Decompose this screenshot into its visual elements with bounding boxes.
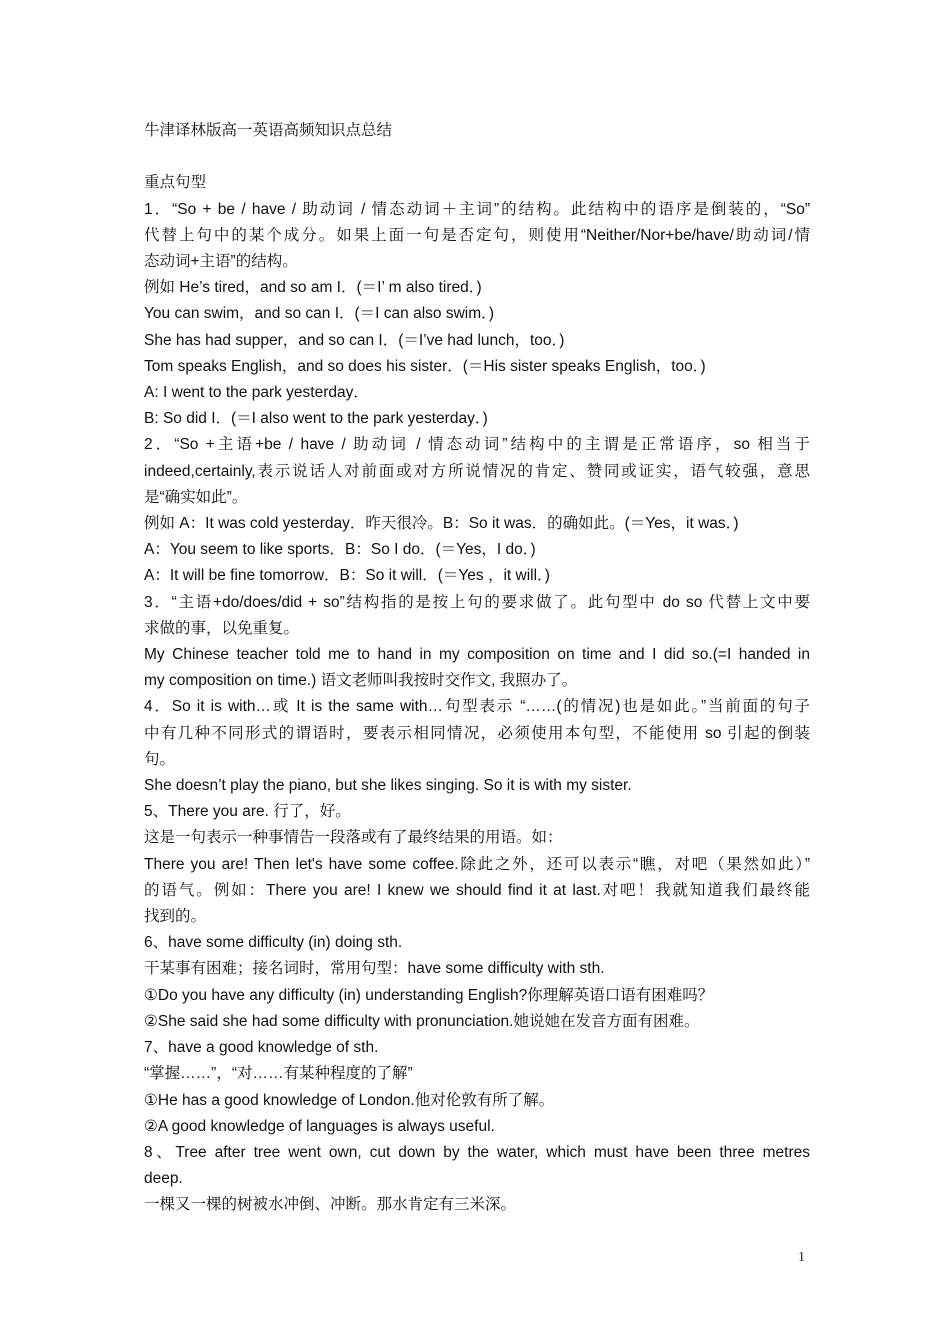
paragraph-line: 求做的事，以免重复。 [144,619,300,637]
paragraph-line: 8、Tree after tree went own, cut down by the water, which must have been three metres [144,1143,810,1161]
example-line: Tom speaks English，and so does his sister．(＝His sister speaks English，too．) [144,357,706,375]
page-number: 1 [798,1250,805,1265]
example-line: ②She said she had some difficulty with pronunciation.她说她在发音方面有困难。 [144,1012,700,1030]
example-line: My Chinese teacher told me to hand in my composition on time and I did so.(=I handed in [144,646,810,664]
paragraph-line: “掌握……”，“对……有某种程度的了解” [144,1065,413,1083]
example-line: She has had supper，and so can I．(＝I’ve had lunch，too．) [144,331,565,349]
example-line: A：You seem to like sports．B：So I do．(＝Yes，I do．) [144,541,536,559]
example-line: 例如 He’s tired，and so am I．(＝I’ m also tired．) [144,279,482,297]
paragraph-line: 7、have a good knowledge of sth. [144,1039,379,1057]
document-page [144,118,810,1219]
section-heading: 重点句型 [144,174,207,192]
example-line: There you are! Then let's have some coffee.除此之外，还可以表示“瞧，对吧（果然如此）” [144,855,810,873]
example-line: You can swim，and so can I．(＝I can also swim．) [144,305,495,323]
example-line: ②A good knowledge of languages is always useful. [144,1117,495,1135]
paragraph-line: 3．“主语+do/does/did + so”结构指的是按上句的要求做了。此句型中 do so 代替上文中要 [144,593,810,611]
paragraph-line: 句。 [144,750,176,768]
example-line: She doesn’t play the piano, but she likes singing. So it is with my sister. [144,777,632,795]
paragraph-line: 6、have some difficulty (in) doing sth. [144,934,403,952]
example-line: 找到的。 [144,908,207,926]
example-line: ①He has a good knowledge of London.他对伦敦有所了解。 [144,1091,555,1109]
paragraph-line: 一棵又一棵的树被水冲倒、冲断。那水肯定有三米深。 [144,1196,517,1214]
paragraph-line: 5、There you are. 行了，好。 [144,803,351,821]
example-line: A：It will be fine tomorrow．B：So it will．(＝Yes ，it will．) [144,567,550,585]
document-title: 牛津译林版高一英语高频知识点总结 [144,122,393,139]
example-line: ①Do you have any difficulty (in) understanding English?你理解英语口语有困难吗？ [144,986,714,1004]
paragraph-line: 4．So it is with…或 It is the same with…句型表示 “……(的情况)也是如此。”当前面的句子 [144,698,810,716]
paragraph-line: 中有几种不同形式的谓语时，要表示相同情况，必须使用本句型，不能使用 so 引起的倒装 [144,724,810,742]
paragraph-line: indeed,certainly,表示说话人对前面或对方所说情况的肯定、赞同或证实，语气较强，意思 [144,462,810,480]
example-line: A: I went to the park yesterday． [144,384,369,402]
paragraph-line: 代替上句中的某个成分。如果上面一句是否定句，则使用“Neither/Nor+be/have/助动词/情 [144,226,810,244]
example-line: B: So did I．(＝I also went to the park yesterday．) [144,410,488,428]
paragraph-line: 1．“So + be / have / 助动词 / 情态动词＋主词”的结构。此结构中的语序是倒装的，“So” [144,200,810,218]
example-line: 例如 A：It was cold yesterday．昨天很冷。B：So it was．的确如此。(＝Yes，it was．) [144,515,739,533]
paragraph-line: 是“确实如此”。 [144,488,248,506]
blank-line [144,144,810,170]
paragraph-line: deep. [144,1170,183,1188]
paragraph-line: 干某事有困难；接名词时，常用句型：have some difficulty with sth. [144,960,605,978]
example-line: my composition on time.) 语文老师叫我按时交作文, 我照办了。 [144,672,578,690]
paragraph-line: 这是一句表示一种事情告一段落或有了最终结果的用语。如： [144,829,563,847]
example-line: 的语气。例如：There you are! I knew we should find it at last.对吧！我就知道我们最终能 [144,881,810,899]
paragraph-line: 态动词+主语”的结构。 [144,253,298,270]
paragraph-line: 2．“So +主语+be / have / 助动词 / 情态动词”结构中的主谓是正常语序，so 相当于 [144,436,810,454]
